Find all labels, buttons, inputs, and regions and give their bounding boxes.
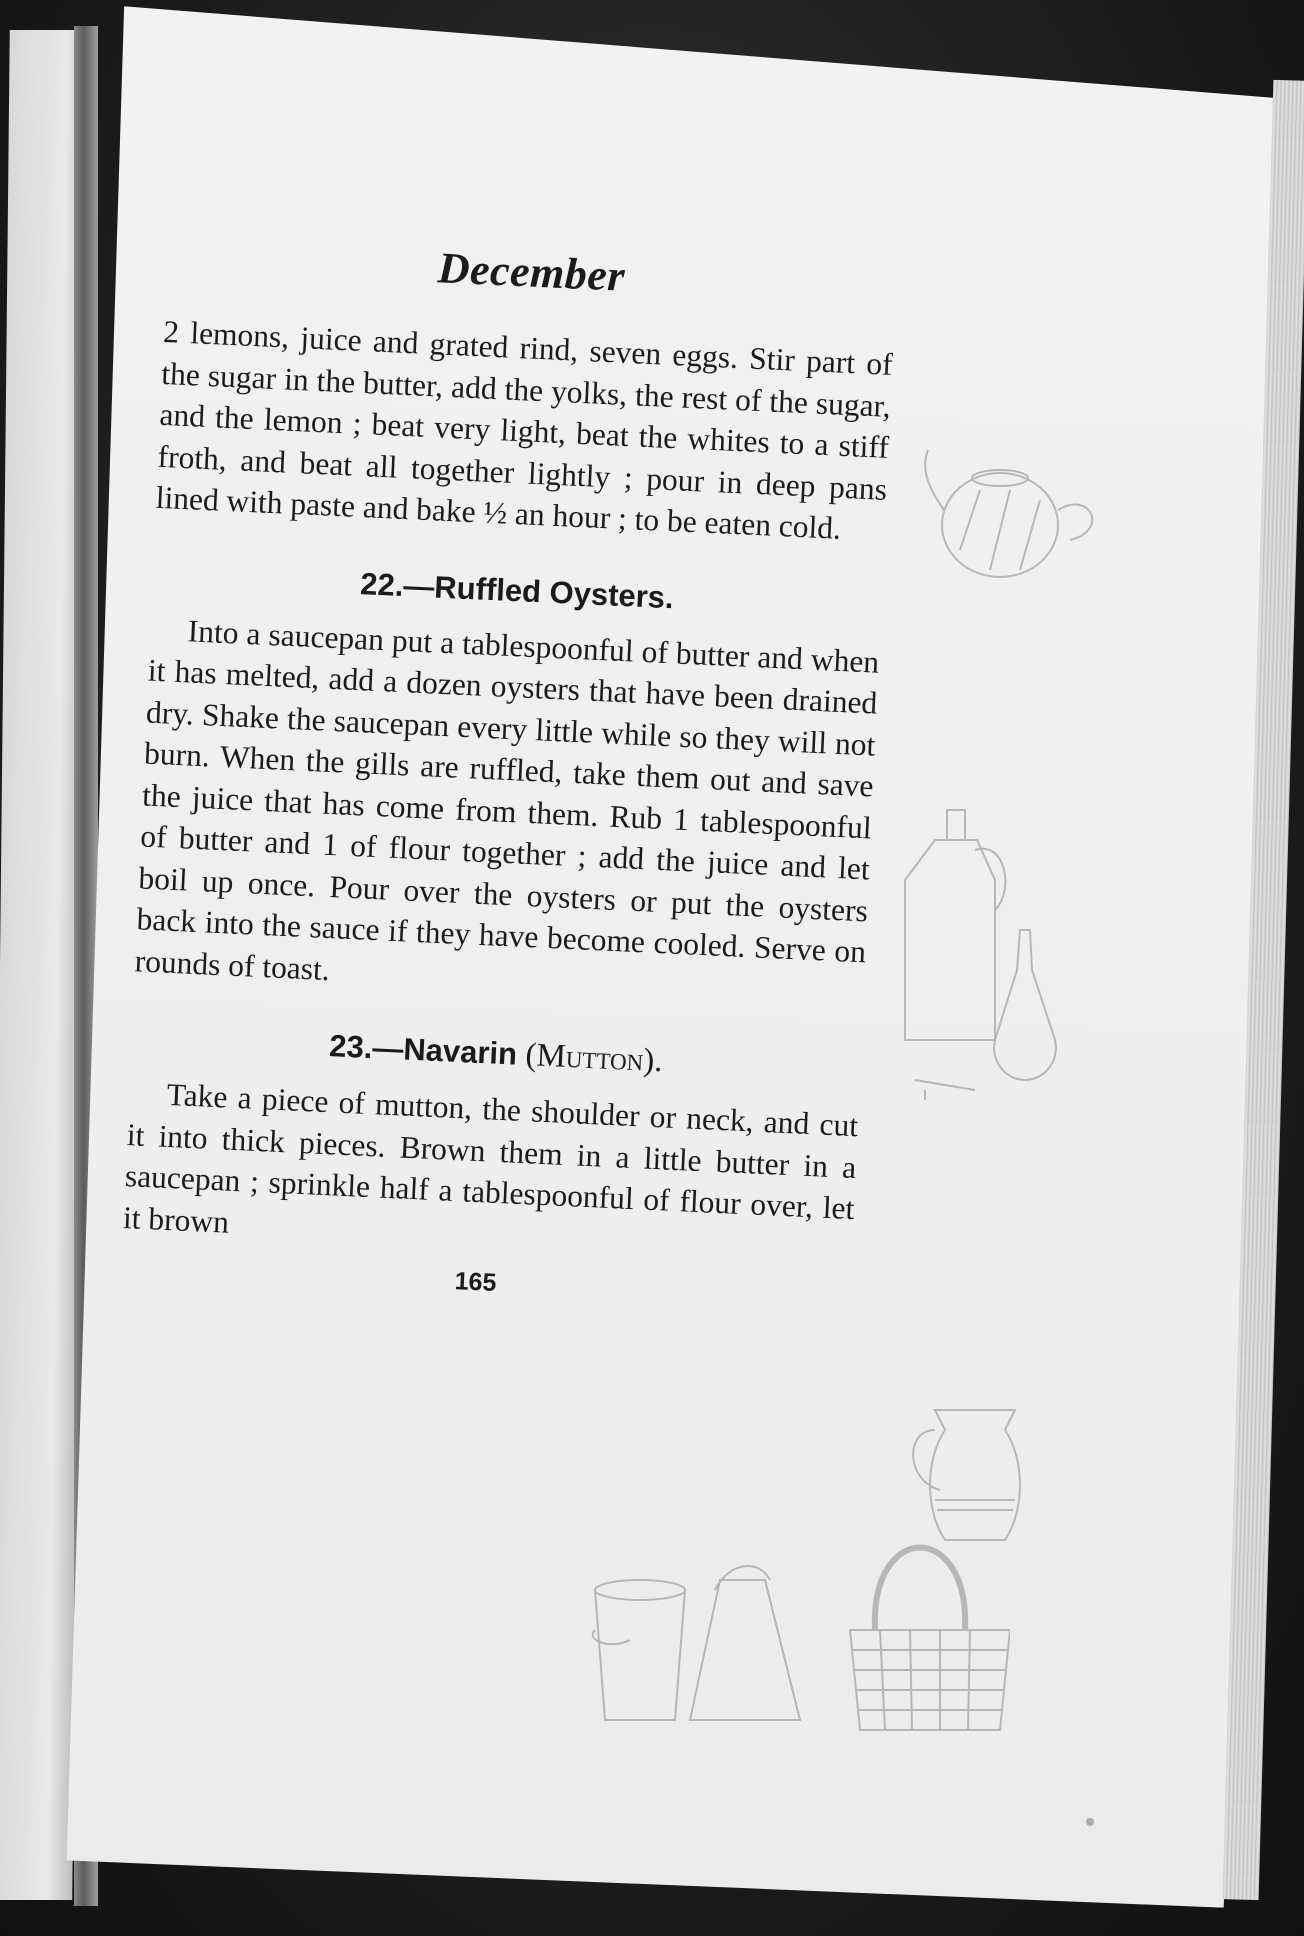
running-head: December: [436, 243, 627, 301]
page-speck: [1086, 1818, 1094, 1826]
continuation-paragraph: 2 lemons, juice and grated rind, seven eggs. Stir part of the sugar in the butter, add the yolks, the rest of the sugar, and the lemon ; beat very light, beat the whites to a stiff froth, and beat all together lightly ; pour in deep pans lined with paste and bake ½ an hour ; to be eaten cold.: [155, 313, 894, 546]
recipe-title-text: —Navarin: [371, 1030, 527, 1073]
recipe-body-23: Take a piece of mutton, the shoulder or neck, and cut it into thick pieces. Brown them in a little butter in a saucepan ; sprinkle half a tablespoonful of flour over, let it brown: [122, 1076, 859, 1240]
recipe-number: 22.: [359, 565, 405, 603]
recipe-title-text: —Ruffled Oysters.: [402, 567, 675, 615]
bottles-icon: [895, 800, 1065, 1120]
recipe-number: 23.: [328, 1028, 374, 1066]
page-number: 165: [454, 1267, 498, 1297]
pail-bag-basket-icon: [590, 1520, 1010, 1750]
recipe-subtitle: (Mutton).: [524, 1037, 664, 1080]
page-text: [120, 230, 897, 1314]
recipe-body-22: Into a saucepan put a tablespoonful of butter and when it has melted, add a dozen oysters that have been drained dry. Shake the saucepan every little while so they will not burn. When the gills are ruffled, take them out and save the juice that has come from them. Rub 1 tablespoonful of butter and 1 of flour together ; add the juice and let boil up once. Pour over the oysters or put the oysters back into the sauce if they have become cooled. Serve on rounds of toast.: [134, 612, 880, 987]
teapot-icon: [920, 430, 1110, 590]
